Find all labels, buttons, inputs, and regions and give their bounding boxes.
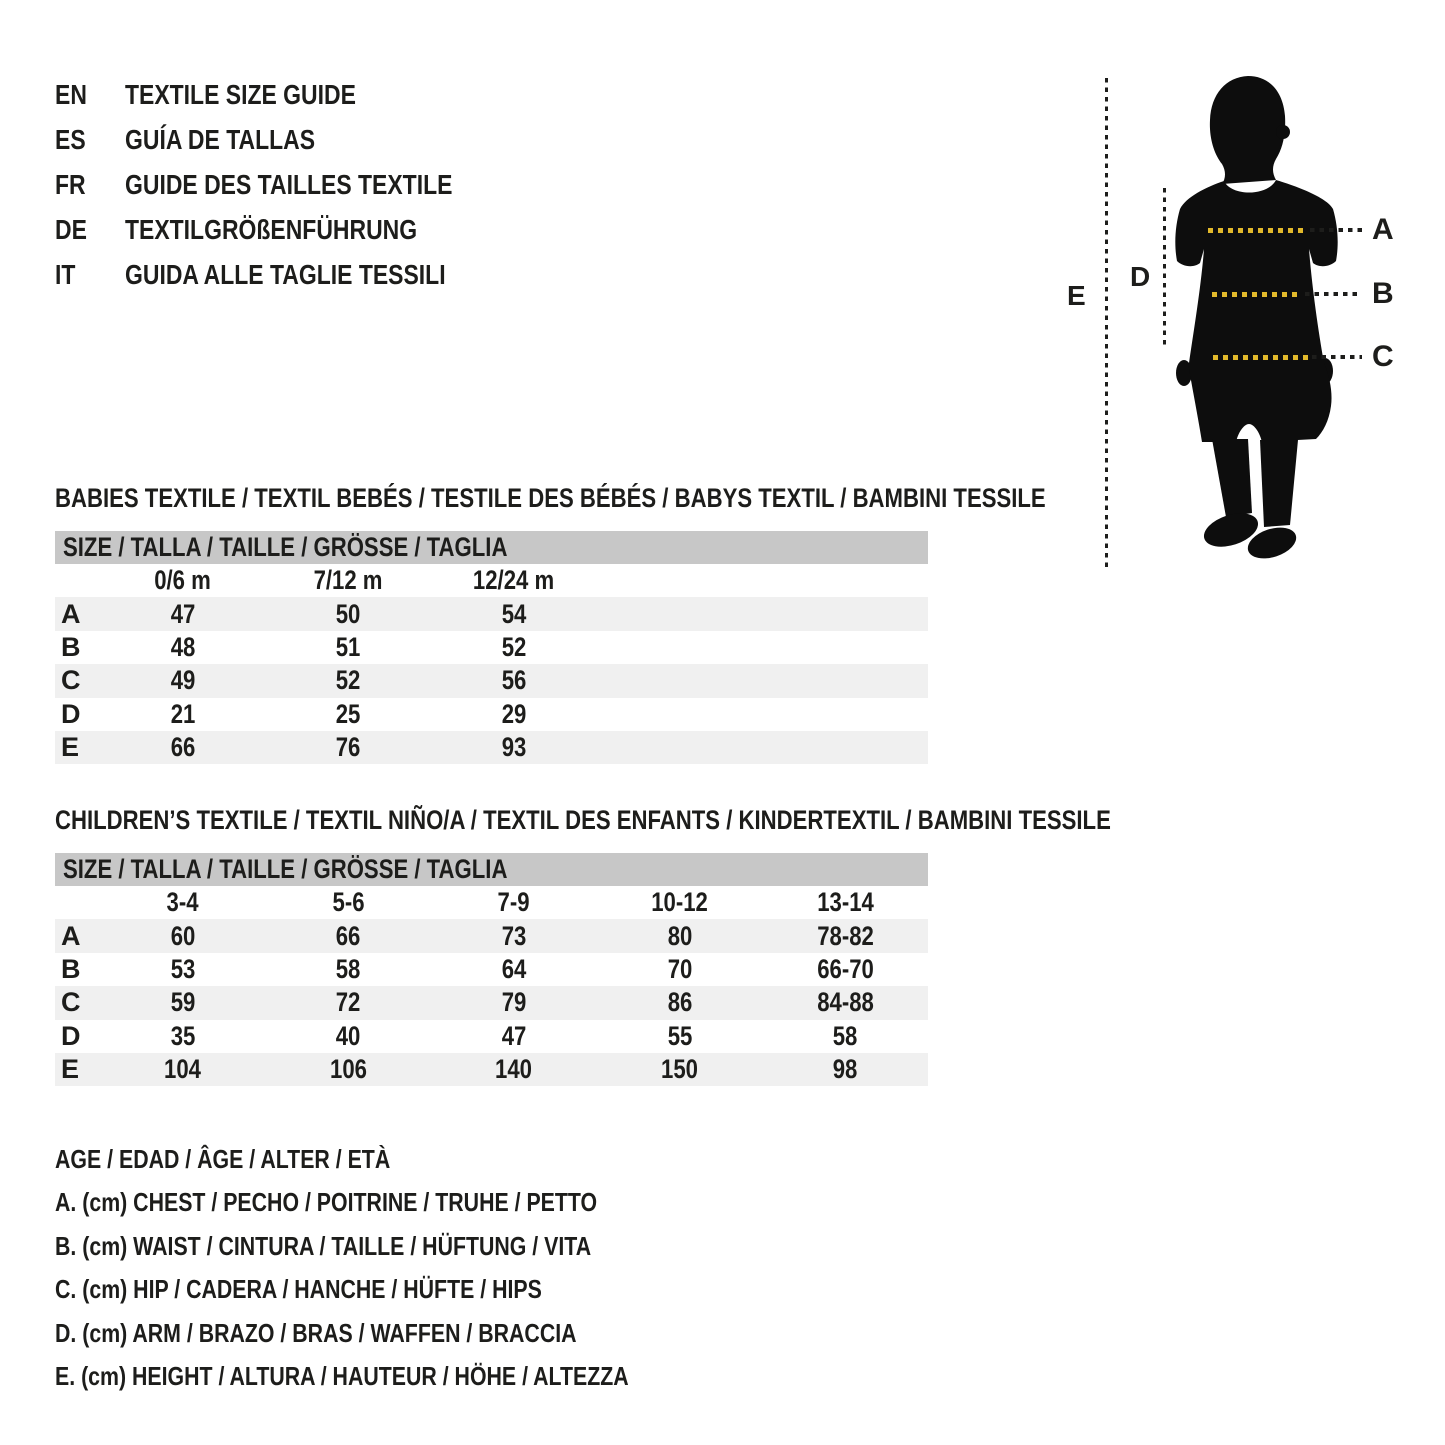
title-it: GUIDA ALLE TAGLIE TESSILI bbox=[125, 259, 446, 290]
children-col-1: 5-6 bbox=[332, 887, 365, 918]
children-col-3: 10-12 bbox=[651, 887, 708, 918]
waist-dotted-lead-b bbox=[1305, 292, 1362, 296]
language-header bbox=[55, 72, 524, 297]
row-label: E bbox=[61, 732, 80, 763]
lang-row-it bbox=[55, 252, 524, 297]
lang-row-en bbox=[55, 72, 524, 117]
babies-column-header-row bbox=[55, 564, 928, 597]
lang-row-fr bbox=[55, 162, 524, 207]
title-es: GUÍA DE TALLAS bbox=[125, 124, 316, 155]
table-row: B 48 51 52 bbox=[55, 631, 928, 664]
row-label: B bbox=[61, 953, 81, 984]
lang-code-de: DE bbox=[55, 214, 87, 245]
figure-label-d: D bbox=[1130, 261, 1151, 292]
table-row: D 21 25 29 bbox=[55, 698, 928, 731]
measurement-diagram bbox=[1040, 60, 1445, 605]
figure-label-c: C bbox=[1372, 340, 1394, 373]
table-row: A 47 50 54 bbox=[55, 597, 928, 630]
children-table bbox=[55, 853, 928, 1086]
row-label: C bbox=[61, 987, 81, 1018]
babies-section-title: BABIES TEXTILE / TEXTIL BEBÉS / TESTILE DES BÉBÉS / BABYS TEXTIL / BAMBINI TESSILE bbox=[55, 483, 1046, 513]
measurement-legend bbox=[55, 1138, 755, 1398]
row-label: C bbox=[61, 665, 81, 696]
legend-chest: A. (cm) CHEST / PECHO / POITRINE / TRUHE / PETTO bbox=[55, 1187, 598, 1218]
babies-col-2: 12/24 m bbox=[473, 565, 555, 596]
lang-row-de bbox=[55, 207, 524, 252]
row-label: A bbox=[61, 920, 81, 951]
row-label: E bbox=[61, 1054, 80, 1085]
row-label: D bbox=[61, 1020, 81, 1051]
children-column-header-row bbox=[55, 886, 928, 919]
legend-hip: C. (cm) HIP / CADERA / HANCHE / HÜFTE / HIPS bbox=[55, 1274, 542, 1305]
children-col-2: 7-9 bbox=[497, 887, 530, 918]
legend-height: E. (cm) HEIGHT / ALTURA / HAUTEUR / HÖHE / ALTEZZA bbox=[55, 1361, 629, 1392]
table-row: E 104 106 140 150 98 bbox=[55, 1053, 928, 1086]
babies-size-header-bar: SIZE / TALLA / TAILLE / GRÖSSE / TAGLIA bbox=[55, 531, 928, 564]
lang-code-es: ES bbox=[55, 124, 86, 155]
chest-measure-dash-a bbox=[1208, 228, 1305, 233]
children-col-0: 3-4 bbox=[166, 887, 199, 918]
title-en: TEXTILE SIZE GUIDE bbox=[125, 79, 356, 110]
row-label: B bbox=[61, 631, 81, 662]
hip-measure-dash-c bbox=[1213, 355, 1308, 360]
table-row: A 60 66 73 80 78-82 bbox=[55, 919, 928, 952]
table-row: D 35 40 47 55 58 bbox=[55, 1020, 928, 1053]
lang-code-it: IT bbox=[55, 259, 76, 290]
figure-label-e: E bbox=[1067, 280, 1086, 311]
figure-label-a: A bbox=[1372, 213, 1394, 246]
lang-code-en: EN bbox=[55, 79, 87, 110]
arm-dotted-line-d bbox=[1163, 188, 1166, 346]
table-row: C 59 72 79 86 84-88 bbox=[55, 986, 928, 1019]
lang-code-fr: FR bbox=[55, 169, 86, 200]
title-de: TEXTILGRÖßENFÜHRUNG bbox=[125, 214, 418, 245]
children-section-title: CHILDREN’S TEXTILE / TEXTIL NIÑO/A / TEXTIL DES ENFANTS / KINDERTEXTIL / BAMBINI TESSILE bbox=[55, 805, 1111, 835]
legend-arm: D. (cm) ARM / BRAZO / BRAS / WAFFEN / BRACCIA bbox=[55, 1317, 577, 1348]
babies-table bbox=[55, 531, 928, 764]
table-row: B 53 58 64 70 66-70 bbox=[55, 953, 928, 986]
title-fr: GUIDE DES TAILLES TEXTILE bbox=[125, 169, 453, 200]
hip-dotted-lead-c bbox=[1312, 355, 1362, 359]
row-label: A bbox=[61, 598, 81, 629]
legend-waist: B. (cm) WAIST / CINTURA / TAILLE / HÜFTUNG / VITA bbox=[55, 1230, 592, 1261]
chest-dotted-lead-a bbox=[1310, 228, 1362, 232]
table-row: C 49 52 56 bbox=[55, 664, 928, 697]
figure-label-b: B bbox=[1372, 277, 1394, 310]
babies-col-0: 0/6 m bbox=[154, 565, 212, 596]
babies-col-1: 7/12 m bbox=[313, 565, 383, 596]
children-col-4: 13-14 bbox=[816, 887, 874, 918]
table-row: E 66 76 93 bbox=[55, 731, 928, 764]
row-label: D bbox=[61, 698, 81, 729]
legend-age: AGE / EDAD / ÂGE / ALTER / ETÀ bbox=[55, 1144, 391, 1174]
waist-measure-dash-b bbox=[1212, 292, 1300, 297]
lang-row-es bbox=[55, 117, 524, 162]
children-size-header-bar: SIZE / TALLA / TAILLE / GRÖSSE / TAGLIA bbox=[55, 853, 928, 886]
